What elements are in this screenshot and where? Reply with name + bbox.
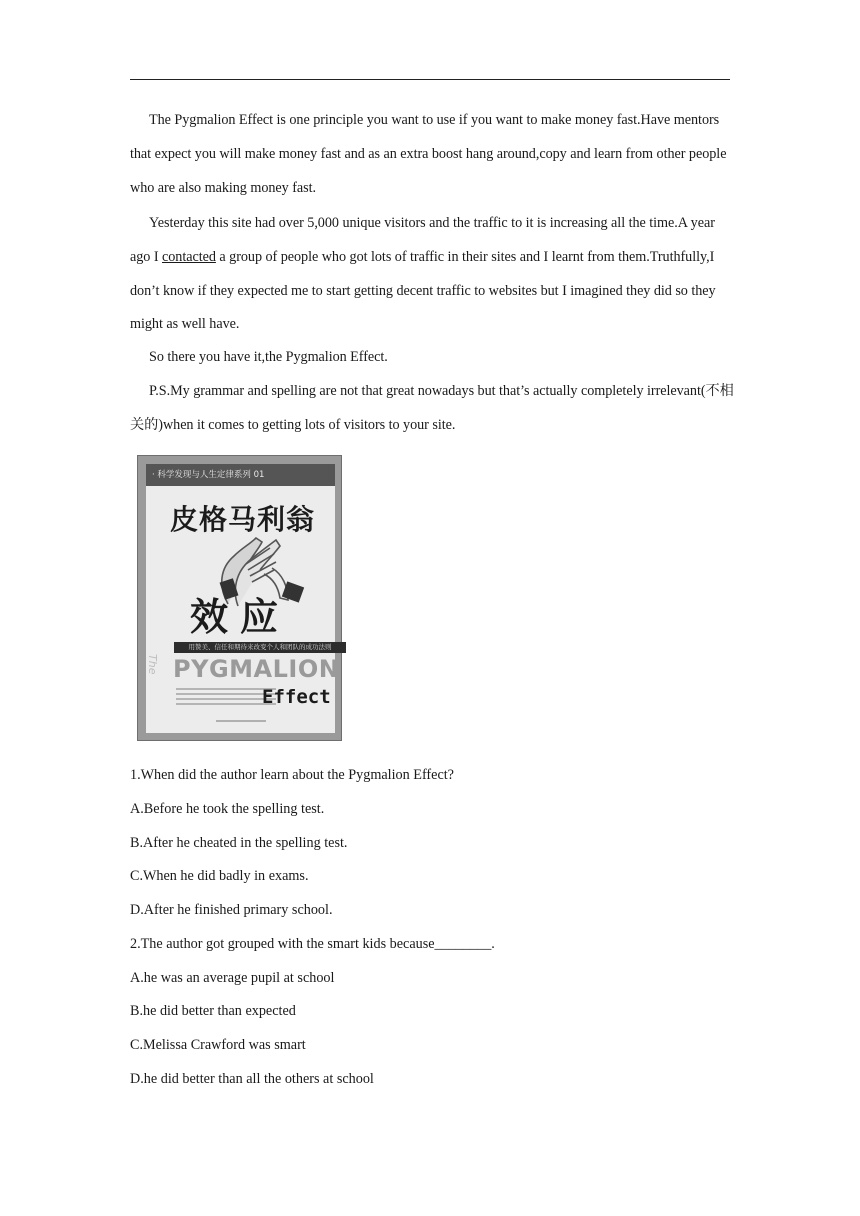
paragraph-4: P.S.My grammar and spelling are not that great nowadays but that’s actually completely irrelevant(不相关的)when it comes to getting lots of visitors to your site. (130, 383, 734, 433)
question-1-option-d: D.After he finished primary school. (130, 902, 333, 918)
paragraph-3: So there you have it,the Pygmalion Effect. (149, 349, 388, 365)
question-2-option-c: C.Melissa Crawford was smart (130, 1037, 306, 1053)
book-effect-en: Effect (262, 686, 331, 708)
question-2-stem: 2.The author got grouped with the smart kids because________. (130, 936, 495, 952)
question-2-option-b: B.he did better than expected (130, 1003, 296, 1019)
paragraph-2 (130, 207, 734, 342)
book-title-cn: 皮格马利翁 (170, 503, 316, 536)
header-rule (130, 79, 730, 80)
question-1-option-b: B.After he cheated in the spelling test. (130, 835, 348, 851)
question-1-option-a: A.Before he took the spelling test. (130, 801, 325, 817)
book-cover-image (137, 455, 342, 741)
book-the-label: The (146, 654, 159, 675)
question-1-stem: 1.When did the author learn about the Pygmalion Effect? (130, 767, 454, 783)
book-series-banner: · 科学发现与人生定律系列 01 (146, 464, 335, 486)
book-cover-face (146, 464, 340, 733)
underlined-word: contacted (162, 248, 216, 265)
book-publisher-mark (216, 720, 266, 722)
paragraph-1: The Pygmalion Effect is one principle you want to use if you want to make money fast.Have mentors that expect you will make money fast and as an extra boost hang around,copy and learn from other people who are also making money fast. (130, 112, 727, 196)
book-title-en: PYGMALION (173, 655, 340, 683)
book-tagline: 用赞美、信任和期待来改变个人和团队的成功法则 (174, 642, 346, 653)
paragraph-2-text-a: Yesterday this site had over 5,000 unique visitors and the traffic to it is increasing all the time.A year ago I (130, 215, 715, 265)
question-1-option-c: C.When he did badly in exams. (130, 868, 309, 884)
book-effect-cn: 效应 (190, 595, 291, 639)
question-2-option-a: A.he was an average pupil at school (130, 970, 335, 986)
question-2-option-d: D.he did better than all the others at school (130, 1071, 374, 1087)
paragraph-2-text-b: a group of people who got lots of traffic in their sites and I learnt from them.Truthfully,I don’t know if they expected me to start getting decent traffic to websites but I imagined they did so they might as well have. (130, 248, 716, 333)
book-small-print (176, 686, 276, 708)
